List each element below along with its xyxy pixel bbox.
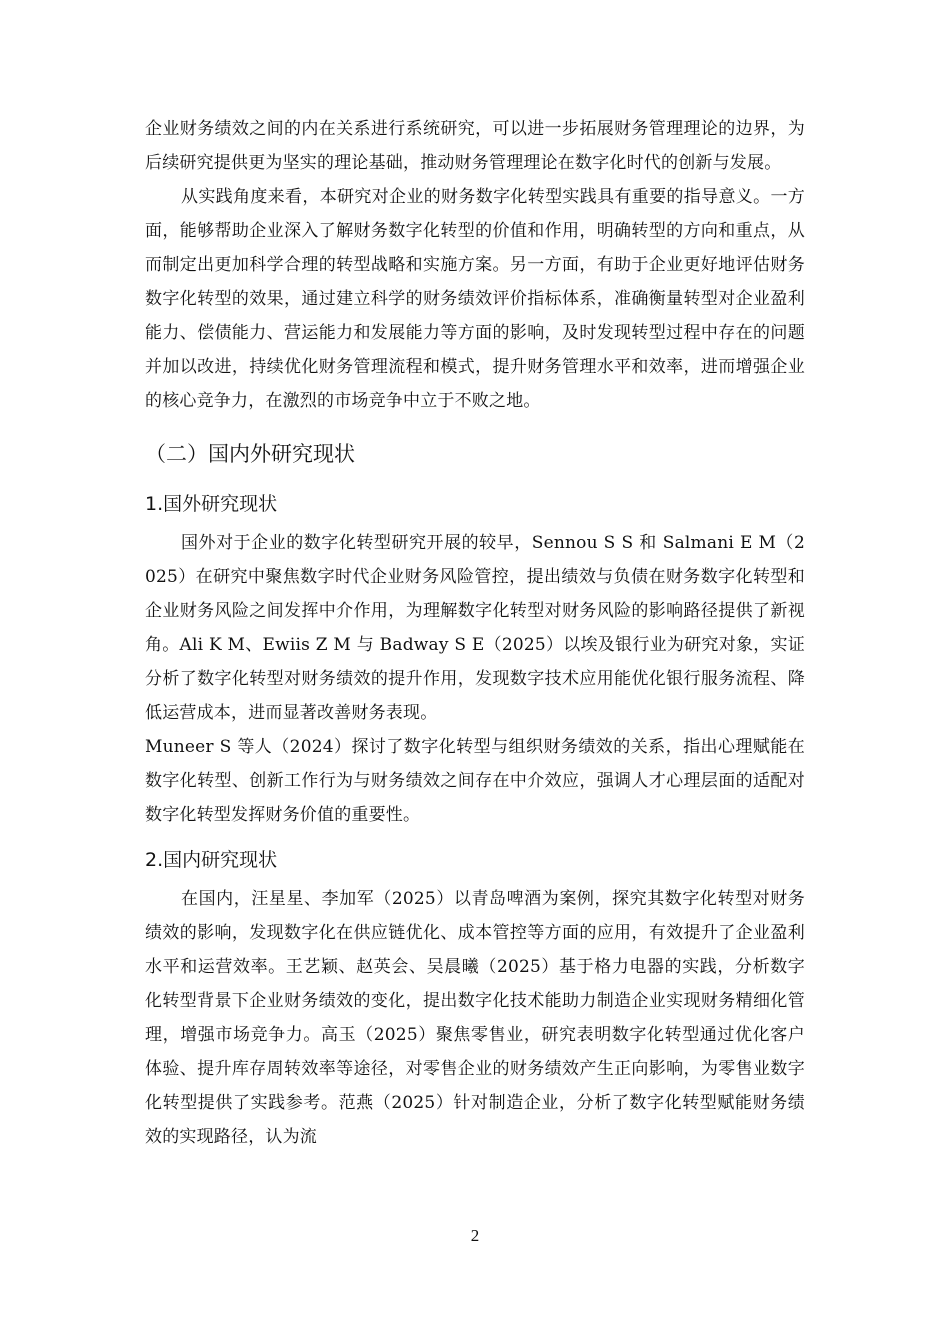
body-paragraph-2: 从实践角度来看，本研究对企业的财务数字化转型实践具有重要的指导意义。一方面，能够帮助企业深入了解财务数字化转型的价值和作用，明确转型的方向和重点，从而制定出更加科学合理的转型战略和实施方案。另一方面，有助于企业更好地评估财务数字化转型的效果，通过建立科学的财务绩效评价指标体系，准确衡量转型对企业盈利能力、偿债能力、营运能力和发展能力等方面的影响，及时发现转型过程中存在的问题并加以改进，持续优化财务管理流程和模式，提升财务管理水平和效率，进而增强企业的核心竞争力，在激烈的市场竞争中立于不败之地。 (145, 187, 805, 411)
body-paragraph-4: Muneer S 等人（2024）探讨了数字化转型与组织财务绩效的关系，指出心理赋能在数字化转型、创新工作行为与财务绩效之间存在中介效应，强调人才心理层面的适配对数字化转型发挥财务价值的重要性。 (145, 737, 805, 825)
body-paragraph-1: 企业财务绩效之间的内在关系进行系统研究，可以进一步拓展财务管理理论的边界，为后续研究提供更为坚实的理论基础，推动财务管理理论在数字化时代的创新与发展。 (145, 119, 805, 173)
body-paragraph-5: 在国内，汪星星、李加军（2025）以青岛啤酒为案例，探究其数字化转型对财务绩效的影响，发现数字化在供应链优化、成本管控等方面的应用，有效提升了企业盈利水平和运营效率。王艺颖、赵英会、吴晨曦（2025）基于格力电器的实践，分析数字化转型背景下企业财务绩效的变化，提出数字化技术能助力制造企业实现财务精细化管理，增强市场竞争力。高玉（2025）聚焦零售业，研究表明数字化转型通过优化客户体验、提升库存周转效率等途径，对零售企业的财务绩效产生正向影响，为零售业数字化转型提供了实践参考。范燕（2025）针对制造企业，分析了数字化转型赋能财务绩效的实现路径，认为流 (145, 889, 805, 1147)
page-number: 2 (470, 1226, 480, 1245)
body-paragraph-3: 国外对于企业的数字化转型研究开展的较早，Sennou S S 和 Salmani E M（2025）在研究中聚焦数字时代企业财务风险管控，提出绩效与负债在财务数字化转型和企业财务风险之间发挥中介作用，为理解数字化转型对财务风险的影响路径提供了新视角。Ali K M、Ewiis Z M 与 Badway S E（2025）以埃及银行业为研究对象，实证分析了数字化转型对财务绩效的提升作用，发现数字技术应用能优化银行服务流程、降低运营成本，进而显著改善财务表现。 (145, 533, 805, 723)
subsection-heading-domestic: 2.国内研究现状 (145, 849, 278, 871)
document-page (145, 112, 805, 1154)
subsection-heading-foreign: 1.国外研究现状 (145, 493, 278, 515)
section-heading: （二）国内外研究现状 (145, 442, 355, 466)
